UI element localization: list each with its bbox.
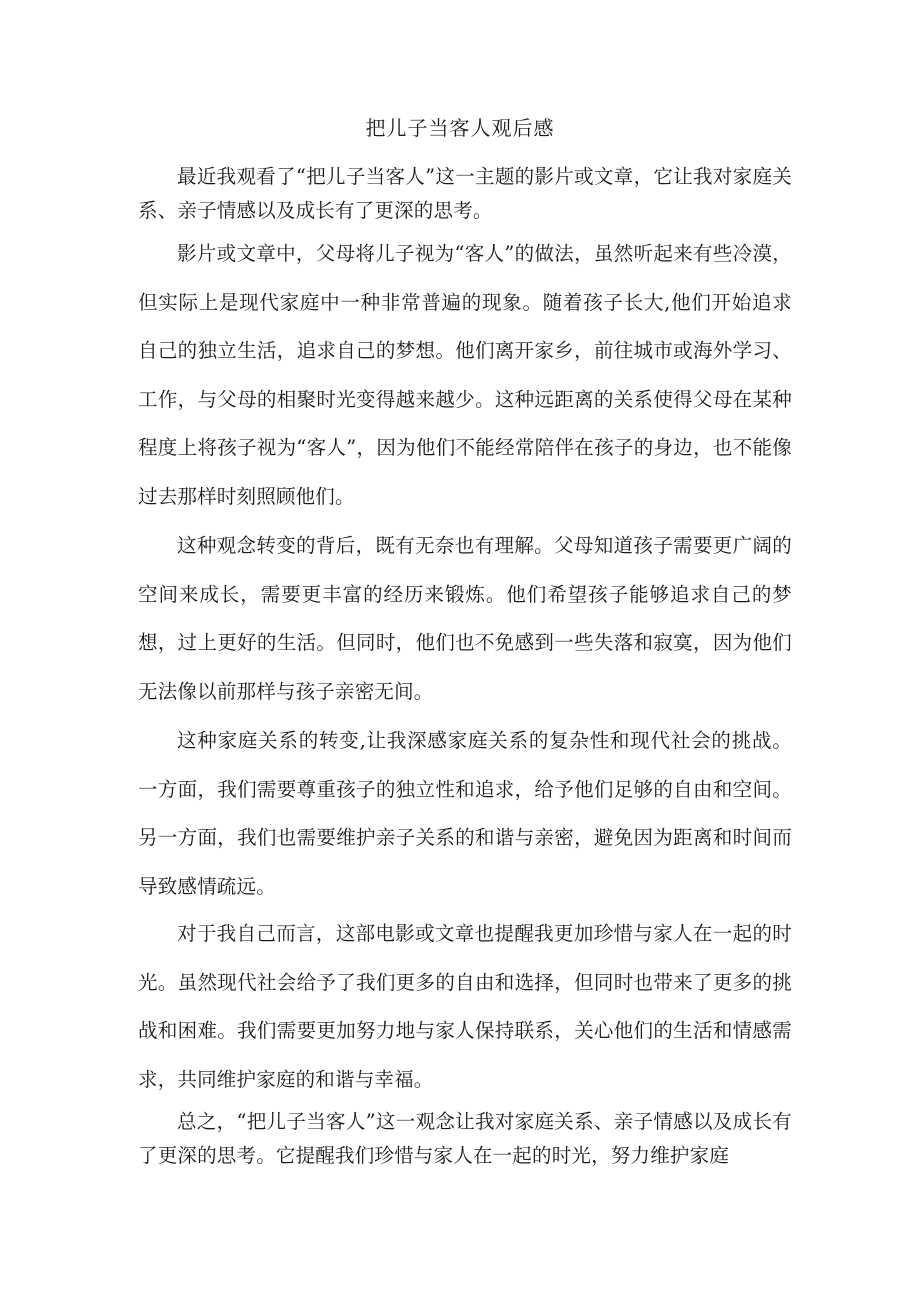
paragraph: 这种家庭关系的转变,让我深感家庭关系的复杂性和现代社会的挑战。一方面，我们需要尊重孩子的独立性和追求，给予他们足够的自由和空间。另一方面，我们也需要维护亲子关系的和谐与亲密，避免因为距离和时间而导致感情疏远。 [138, 729, 792, 898]
paragraph: 总之，“把儿子当客人”这一观念让我对家庭关系、亲子情感以及成长有了更深的思考。它提醒我们珍惜与家人在一起的时光，努力维护家庭 [138, 1110, 792, 1167]
paragraph: 对于我自己而言，这部电影或文章也提醒我更加珍惜与家人在一起的时光。虽然现代社会给予了我们更多的自由和选择，但同时也带来了更多的挑战和困难。我们需要更加努力地与家人保持联系，关心他们的生活和情感需求，共同维护家庭的和谐与幸福。 [138, 922, 792, 1091]
paragraph: 影片或文章中，父母将儿子视为“客人”的做法，虽然听起来有些冷漠，但实际上是现代家庭中一种非常普遍的现象。随着孩子长大,他们开始追求自己的独立生活，追求自己的梦想。他们离开家乡，前往城市或海外学习、工作，与父母的相聚时光变得越来越少。这种远距离的关系使得父母在某种程度上将孩子视为“客人”，因为他们不能经常陪伴在孩子的身边，也不能像过去那样时刻照顾他们。 [138, 242, 792, 508]
paragraph: 最近我观看了“把儿子当客人”这一主题的影片或文章，它让我对家庭关系、亲子情感以及成长有了更深的思考。 [138, 165, 792, 222]
paragraph: 这种观念转变的背后，既有无奈也有理解。父母知道孩子需要更广阔的空间来成长，需要更丰富的经历来锻炼。他们希望孩子能够追求自己的梦想，过上更好的生活。但同时，他们也不免感到一些失落和寂寞，因为他们无法像以前那样与孩子亲密无间。 [138, 534, 792, 703]
document-title: 把儿子当客人观后感 [365, 116, 555, 140]
